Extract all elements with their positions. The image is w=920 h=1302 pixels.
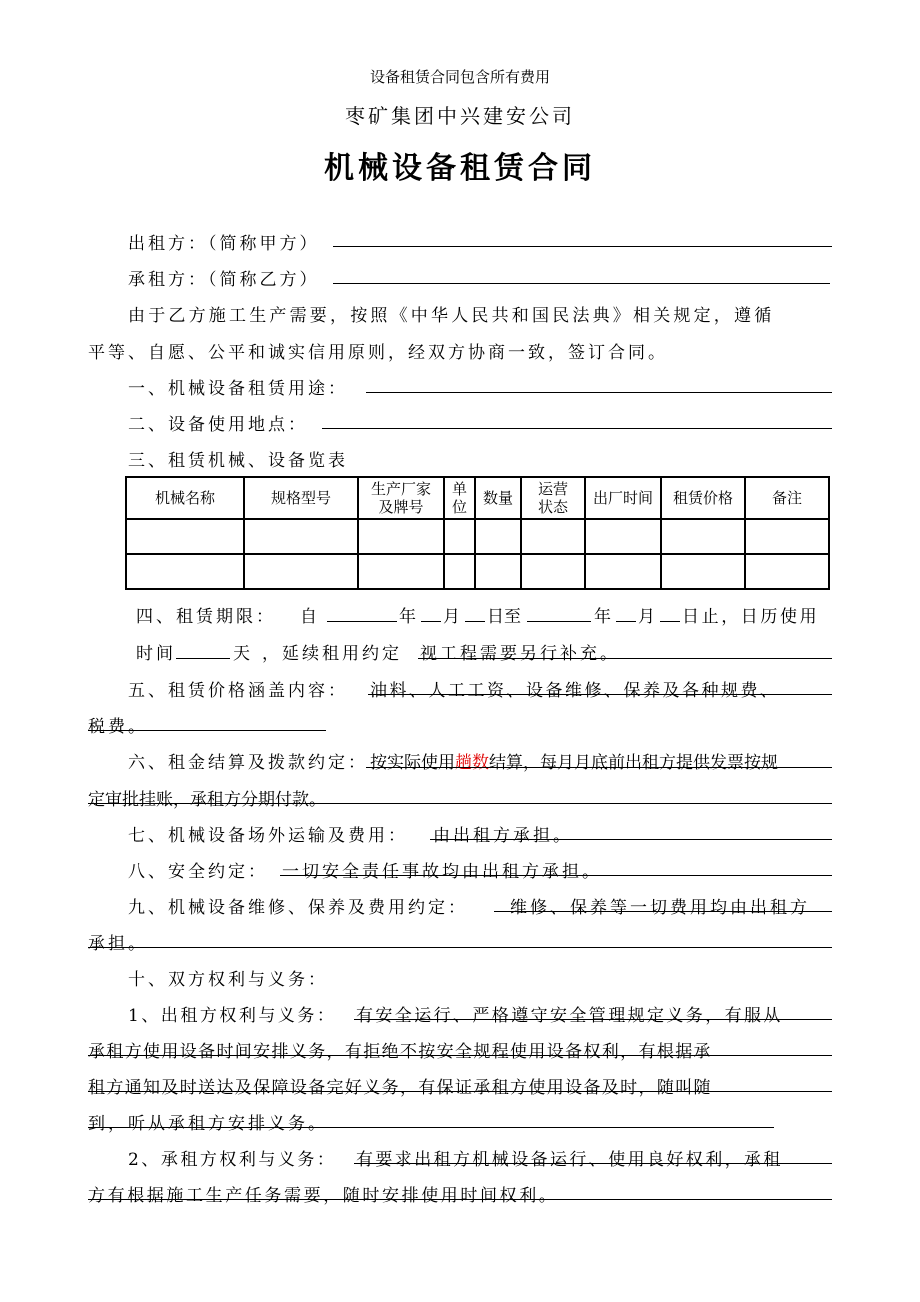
clause-7-underline [430, 839, 832, 840]
clause-4-zi: 自 [300, 607, 317, 627]
clause-2-blank[interactable] [322, 428, 832, 429]
page-title: 机械设备租赁合同 [324, 151, 596, 186]
clause-8-value: 一切安全责任事故均由出租方承担。 [282, 862, 602, 882]
start-year-blank[interactable] [327, 621, 397, 622]
clause-5-label: 五、租赁价格涵盖内容： [128, 681, 348, 701]
extend-underline [418, 658, 832, 659]
lessee-rights-underline-2 [88, 1199, 832, 1200]
table-cell[interactable] [745, 554, 829, 589]
lessor-rights-underline-1 [354, 1019, 832, 1020]
top-caption: 设备租赁合同包含所有费用 [369, 68, 550, 86]
lessor-rights-line-2: 承租方使用设备时间安排义务，有拒绝不按安全规程使用设备权利，有根据承 [88, 1042, 712, 1062]
clause-2-label: 二、设备使用地点： [128, 415, 308, 435]
clause-9-label: 九、机械设备维修、保养及费用约定： [128, 898, 468, 918]
lessor-rights-label: 1、出租方权利与义务： [128, 1006, 337, 1026]
clause-4-end-month: 月 [638, 607, 655, 627]
table-cell[interactable] [126, 519, 244, 554]
table-cell[interactable] [444, 554, 475, 589]
clause-6-underline-1 [366, 767, 832, 768]
table-cell[interactable] [521, 554, 585, 589]
table-cell[interactable] [585, 554, 661, 589]
clause-9-underline-2 [88, 947, 832, 948]
clause-4-days: 天 [233, 644, 250, 664]
clause-1-blank[interactable] [366, 392, 832, 393]
table-cell[interactable] [126, 554, 244, 589]
clause-10-label: 十、双方权利与义务： [128, 970, 328, 990]
equipment-table [125, 476, 830, 590]
clause-4-extend: ，延续租用约定 [262, 644, 402, 664]
col-header-quantity: 数量 [475, 477, 521, 519]
col-header-name: 机械名称 [126, 477, 244, 519]
lessor-rights-line-4: 到，听从承租方安排义务。 [88, 1114, 328, 1134]
clause-4-day-to: 日至 [487, 607, 521, 627]
lessee-blank[interactable] [333, 283, 830, 284]
clause-5-underline-1 [368, 694, 832, 695]
clause-4-extend-value: 视工程需要另行补充。 [420, 644, 620, 664]
table-cell[interactable] [444, 519, 475, 554]
table-cell[interactable] [521, 519, 585, 554]
lessor-label: 出租方：（简称甲方） [128, 234, 320, 254]
col-header-model: 规格型号 [244, 477, 358, 519]
table-cell[interactable] [745, 519, 829, 554]
lessor-blank[interactable] [333, 246, 832, 247]
clause-6-value-red: 趟数 [455, 753, 489, 773]
lessor-rights-line-3: 租方通知及时送达及保障设备完好义务，有保证承租方使用设备及时，随叫随 [88, 1078, 712, 1098]
end-day-blank[interactable] [660, 621, 680, 622]
lessor-rights-underline-3 [88, 1091, 832, 1092]
table-cell[interactable] [475, 554, 521, 589]
days-blank[interactable] [176, 658, 230, 659]
clause-7-label: 七、机械设备场外运输及费用： [128, 826, 408, 846]
table-cell[interactable] [475, 519, 521, 554]
clause-9-value-2: 承担。 [88, 934, 148, 954]
table-row [126, 554, 829, 589]
clause-6-value-b: 结算，每月月底前出租方提供发票按规 [489, 753, 778, 773]
clause-7-value: 由出租方承担。 [433, 826, 573, 846]
table-cell[interactable] [358, 519, 444, 554]
clause-6-value-2: 定审批挂账，承租方分期付款。 [88, 790, 326, 810]
clause-4-year: 年 [399, 607, 416, 627]
clause-6-label: 六、租金结算及拨款约定： [128, 753, 368, 773]
table-cell[interactable] [661, 519, 745, 554]
clause-5-underline-2 [88, 730, 326, 731]
end-year-blank[interactable] [527, 621, 591, 622]
table-cell[interactable] [358, 554, 444, 589]
preamble-line2: 平等、自愿、公平和诚实信用原则，经双方协商一致，签订合同。 [88, 343, 668, 363]
table-cell[interactable] [244, 519, 358, 554]
clause-4-end-day: 日止，日历使用 [682, 607, 820, 627]
col-header-unit: 单 位 [444, 477, 475, 519]
company-name: 枣矿集团中兴建安公司 [345, 104, 575, 128]
table-cell[interactable] [585, 519, 661, 554]
clause-9-underline-1 [494, 911, 832, 912]
clause-3-label: 三、租赁机械、设备览表 [128, 451, 348, 471]
start-month-blank[interactable] [421, 621, 441, 622]
clause-8-label: 八、安全约定： [128, 862, 268, 882]
lessor-rights-line-1: 有安全运行、严格遵守安全管理规定义务，有服从 [356, 1006, 783, 1026]
clause-8-underline [280, 875, 832, 876]
start-day-blank[interactable] [465, 621, 485, 622]
clause-6-underline-2 [88, 803, 832, 804]
table-header-row [126, 477, 829, 519]
lessee-rights-line-1: 有要求出租方机械设备运行、使用良好权利，承租 [356, 1150, 783, 1170]
col-header-factory-date: 出厂时间 [585, 477, 661, 519]
table-cell[interactable] [661, 554, 745, 589]
table-cell[interactable] [244, 554, 358, 589]
clause-4-time: 时间 [136, 644, 176, 664]
lessee-rights-line-2: 方有根据施工生产任务需要，随时安排使用时间权利。 [88, 1186, 559, 1206]
clause-6-value-1 [370, 748, 778, 773]
lessee-label: 承租方：（简称乙方） [128, 270, 320, 290]
clause-5-value-2: 税费。 [88, 717, 148, 737]
col-header-price: 租赁价格 [661, 477, 745, 519]
clause-5-value-1: 油料、人工工资、设备维修、保养及各种规费、 [370, 681, 780, 701]
table-row [126, 519, 829, 554]
lessee-rights-underline-1 [354, 1163, 832, 1164]
clause-4-label: 四、租赁期限： [136, 607, 276, 627]
clause-6-value-a: 按实际使用 [370, 753, 455, 773]
col-header-status: 运营 状态 [521, 477, 585, 519]
col-header-manufacturer: 生产厂家 及牌号 [358, 477, 444, 519]
lessor-rights-underline-4 [88, 1127, 774, 1128]
clause-4-month: 月 [443, 607, 460, 627]
end-month-blank[interactable] [616, 621, 636, 622]
lessor-rights-underline-2 [88, 1055, 832, 1056]
col-header-remarks: 备注 [745, 477, 829, 519]
lessee-rights-label: 2、承租方权利与义务： [128, 1150, 337, 1170]
clause-9-value-1: 维修、保养等一切费用均由出租方 [510, 898, 810, 918]
clause-4-end-year: 年 [594, 607, 611, 627]
clause-1-label: 一、机械设备租赁用途： [128, 379, 348, 399]
preamble-line1: 由于乙方施工生产需要，按照《中华人民共和国民法典》相关规定，遵循 [128, 306, 775, 326]
